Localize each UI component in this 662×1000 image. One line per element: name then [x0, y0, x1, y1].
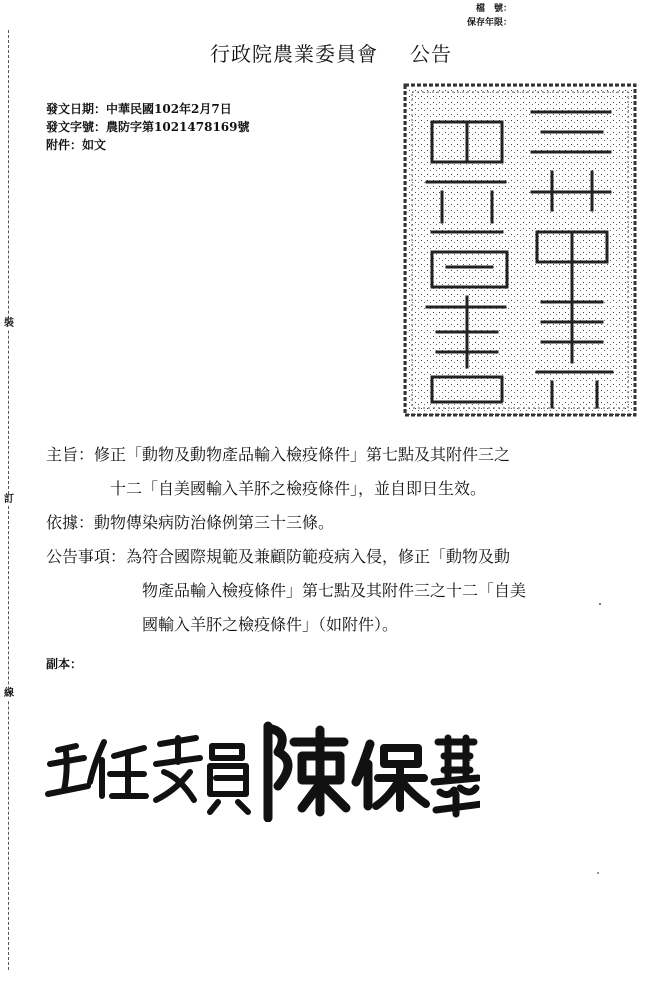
binding-mark-xian: 線: [4, 688, 14, 699]
issue-date: 發文日期：中華民國102年2月7日: [46, 102, 232, 116]
binding-mark-zhuang: 裝: [4, 318, 14, 329]
attachment-note: 附件：如文: [46, 138, 107, 152]
cc-label: 副本：: [46, 657, 83, 671]
notice-items-line-3: 國輸入羊肧之檢疫條件」（如附件）。: [142, 615, 399, 634]
subject-line-1: 主旨：修正「動物及動物產品輸入檢疫條件」第七點及其附件三之: [46, 445, 511, 464]
notice-items-line-2: 物產品輸入檢疫條件」第七點及其附件三之十二「自美: [142, 581, 527, 600]
subject-line-2: 十二「自美國輸入羊肧之檢疫條件」，並自即日生效。: [110, 479, 487, 498]
basis-line: 依據：動物傳染病防治條例第三十三條。: [46, 513, 335, 532]
agency-name: 行政院農業委員會: [210, 42, 378, 66]
signature-image: [40, 712, 480, 822]
page-title: [0, 38, 662, 67]
file-number-label: 檔 號：: [475, 4, 512, 14]
document-type: 公告: [410, 42, 452, 66]
official-seal-stamp: [402, 82, 638, 418]
document-meta: [46, 100, 250, 154]
document-number: 發文字號：農防字第1021478169號: [46, 120, 250, 134]
notice-items-line-1: 公告事項：為符合國際規範及兼顧防範疫病入侵，修正「動物及動: [46, 547, 511, 566]
file-meta: [467, 2, 512, 30]
binding-mark-ding: 訂: [4, 494, 14, 505]
retention-period-label: 保存年限：: [466, 18, 512, 28]
